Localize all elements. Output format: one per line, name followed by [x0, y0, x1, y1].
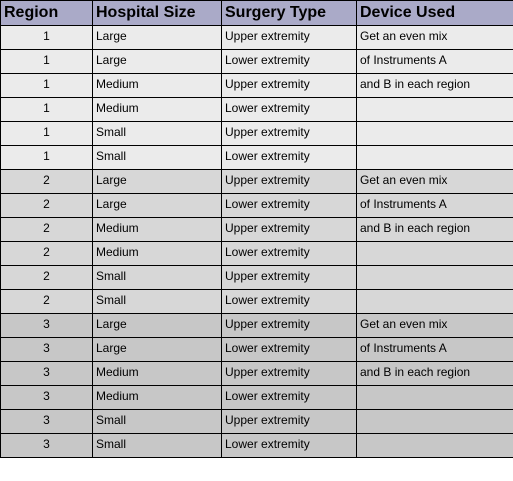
cell-surgery-type: Lower extremity [222, 194, 357, 218]
cell-hospital-size: Small [93, 290, 222, 314]
cell-device-used: Get an even mix [357, 26, 513, 50]
cell-device-used [357, 434, 513, 458]
header-surgery-type: Surgery Type [222, 1, 357, 26]
cell-surgery-type: Upper extremity [222, 410, 357, 434]
cell-device-used: of Instruments A [357, 50, 513, 74]
cell-surgery-type: Lower extremity [222, 338, 357, 362]
cell-surgery-type: Upper extremity [222, 218, 357, 242]
table-row [1, 122, 513, 146]
cell-device-used: of Instruments A [357, 338, 513, 362]
cell-hospital-size: Large [93, 50, 222, 74]
cell-device-used [357, 146, 513, 170]
cell-hospital-size: Large [93, 170, 222, 194]
cell-surgery-type: Lower extremity [222, 386, 357, 410]
cell-surgery-type: Lower extremity [222, 50, 357, 74]
cell-region: 1 [1, 74, 93, 98]
cell-region: 1 [1, 146, 93, 170]
cell-device-used [357, 242, 513, 266]
cell-device-used [357, 98, 513, 122]
cell-hospital-size: Medium [93, 98, 222, 122]
cell-region: 3 [1, 362, 93, 386]
table-row [1, 242, 513, 266]
cell-device-used: and B in each region [357, 74, 513, 98]
table-row [1, 170, 513, 194]
cell-device-used [357, 410, 513, 434]
cell-hospital-size: Large [93, 194, 222, 218]
cell-region: 1 [1, 98, 93, 122]
table-row [1, 218, 513, 242]
header-row [1, 1, 513, 26]
cell-surgery-type: Lower extremity [222, 146, 357, 170]
cell-region: 1 [1, 122, 93, 146]
cell-hospital-size: Medium [93, 74, 222, 98]
table-row [1, 50, 513, 74]
cell-device-used: Get an even mix [357, 314, 513, 338]
cell-surgery-type: Upper extremity [222, 314, 357, 338]
cell-hospital-size: Small [93, 410, 222, 434]
cell-surgery-type: Upper extremity [222, 26, 357, 50]
table-row [1, 98, 513, 122]
table-body [1, 26, 513, 458]
cell-device-used [357, 266, 513, 290]
cell-hospital-size: Large [93, 338, 222, 362]
cell-surgery-type: Lower extremity [222, 98, 357, 122]
table-row [1, 362, 513, 386]
cell-surgery-type: Lower extremity [222, 290, 357, 314]
header-hospital-size: Hospital Size [93, 1, 222, 26]
table-row [1, 146, 513, 170]
cell-device-used [357, 386, 513, 410]
cell-hospital-size: Small [93, 122, 222, 146]
cell-region: 2 [1, 266, 93, 290]
cell-surgery-type: Upper extremity [222, 362, 357, 386]
cell-region: 2 [1, 170, 93, 194]
cell-device-used [357, 290, 513, 314]
table-row [1, 26, 513, 50]
cell-hospital-size: Medium [93, 242, 222, 266]
table-row [1, 290, 513, 314]
cell-hospital-size: Large [93, 314, 222, 338]
cell-device-used: Get an even mix [357, 170, 513, 194]
cell-region: 2 [1, 290, 93, 314]
cell-region: 1 [1, 50, 93, 74]
table-row [1, 266, 513, 290]
table-row [1, 314, 513, 338]
cell-hospital-size: Small [93, 146, 222, 170]
cell-hospital-size: Large [93, 26, 222, 50]
cell-device-used: and B in each region [357, 362, 513, 386]
header-region: Region [1, 1, 93, 26]
cell-device-used: and B in each region [357, 218, 513, 242]
cell-region: 3 [1, 434, 93, 458]
cell-region: 2 [1, 194, 93, 218]
cell-device-used [357, 122, 513, 146]
cell-hospital-size: Medium [93, 218, 222, 242]
table-row [1, 434, 513, 458]
cell-surgery-type: Upper extremity [222, 122, 357, 146]
cell-surgery-type: Lower extremity [222, 434, 357, 458]
header-device-used: Device Used [357, 1, 513, 26]
cell-surgery-type: Lower extremity [222, 242, 357, 266]
table-header [1, 1, 513, 26]
cell-region: 3 [1, 338, 93, 362]
cell-region: 3 [1, 386, 93, 410]
cell-region: 3 [1, 314, 93, 338]
cell-surgery-type: Upper extremity [222, 170, 357, 194]
table-row [1, 74, 513, 98]
cell-hospital-size: Medium [93, 386, 222, 410]
table-row [1, 386, 513, 410]
cell-device-used: of Instruments A [357, 194, 513, 218]
cell-hospital-size: Small [93, 266, 222, 290]
cell-region: 1 [1, 26, 93, 50]
table-row [1, 338, 513, 362]
table-row [1, 410, 513, 434]
cell-region: 2 [1, 218, 93, 242]
cell-region: 2 [1, 242, 93, 266]
cell-surgery-type: Upper extremity [222, 74, 357, 98]
cell-surgery-type: Upper extremity [222, 266, 357, 290]
cell-hospital-size: Small [93, 434, 222, 458]
cell-region: 3 [1, 410, 93, 434]
table-row [1, 194, 513, 218]
cell-hospital-size: Medium [93, 362, 222, 386]
